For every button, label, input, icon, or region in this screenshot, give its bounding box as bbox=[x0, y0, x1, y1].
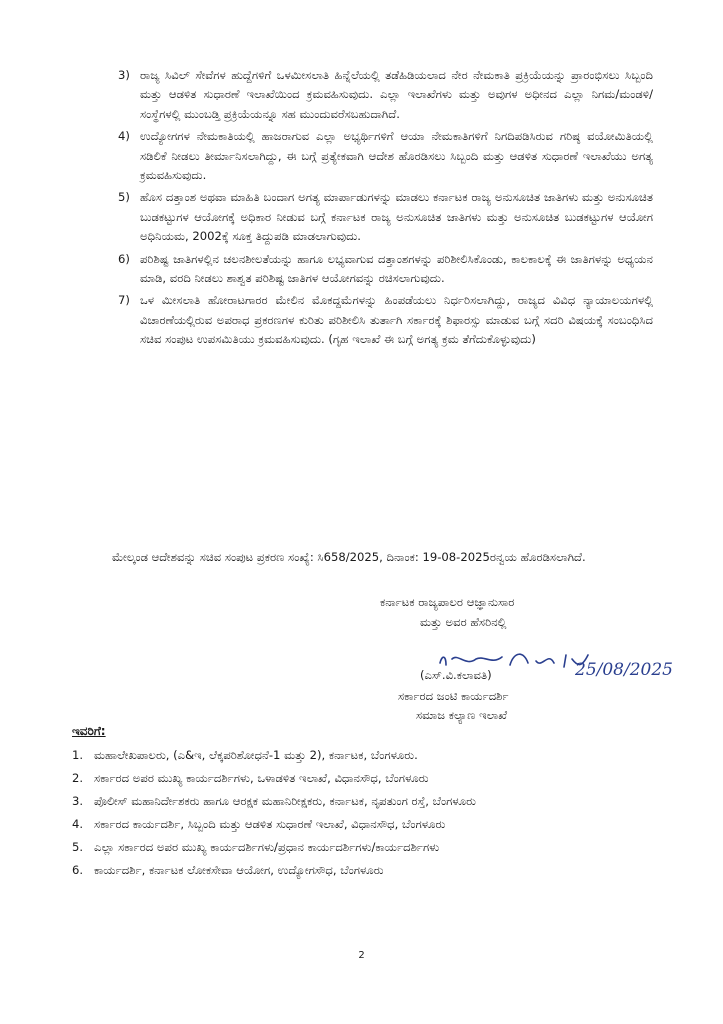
point-text: ಪರಿಶಿಷ್ಟ ಜಾತಿಗಳಲ್ಲಿನ ಚಲನಶೀಲತೆಯನ್ನು ಹಾಗೂ ಲಭ್ಯವಾಗುವ ದತ್ತಾಂಶಗಳನ್ನು ಪರಿಶೀಲಿಸಿಕೊಂಡು, ಕಾಲಕಾಲಕ್ಕೆ ಈ ಜಾತಿಗಳನ್ನು ಅಧ್ಯಯನ ಮಾಡಿ, ವರದಿ ನೀಡಲು ಶಾಶ್ವತ ಪರಿಶಿಷ್ಟ ಜಾತಿಗಳ ಆಯೋಗವನ್ನು ರಚಿಸಲಾಗುವುದು. bbox=[140, 251, 653, 286]
point-number: 4) bbox=[118, 129, 130, 144]
point-text: ಉದ್ಯೋಗಗಳ ನೇಮಕಾತಿಯಲ್ಲಿ ಹಾಜರಾಗುವ ಎಲ್ಲಾ ಅಭ್ಯರ್ಥಿಗಳಿಗೆ ಆಯಾ ನೇಮಕಾತಿಗಳಿಗೆ ನಿಗದಿಪಡಿಸಿರುವ ಗರಿಷ್ಠ ವಯೋಮಿತಿಯಲ್ಲಿ ಸಡಿಲಿಕೆ ನೀಡಲು ತೀರ್ಮಾನಿಸಲಾಗಿದ್ದು, ಈ ಬಗ್ಗೆ ಪ್ರತ್ಯೇಕವಾಗಿ ಆದೇಶ ಹೊರಡಿಸಲು ಸಿಬ್ಬಂದಿ ಮತ್ತು ಆಡಳಿತ ಸುಧಾರಣೆ ಇಲಾಖೆಯು ಅಗತ್ಯ ಕ್ರಮವಹಿಸುವುದು. bbox=[140, 129, 653, 183]
point-item bbox=[118, 291, 653, 349]
recipient-item bbox=[72, 815, 662, 834]
recipient-item bbox=[72, 792, 662, 811]
point-text: ಹೊಸ ದತ್ತಾಂಶ ಅಥವಾ ಮಾಹಿತಿ ಬಂದಾಗ ಅಗತ್ಯ ಮಾರ್ಪಾಡುಗಳನ್ನು ಮಾಡಲು ಕರ್ನಾಟಕ ರಾಜ್ಯ ಅನುಸೂಚಿತ ಜಾತಿಗಳು ಮತ್ತು ಅನುಸೂಚಿತ ಬುಡಕಟ್ಟುಗಳ ಆಯೋಗಕ್ಕೆ ಅಧಿಕಾರ ನೀಡುವ ಬಗ್ಗೆ ಕರ್ನಾಟಕ ರಾಜ್ಯ ಅನುಸೂಚಿತ ಜಾತಿಗಳು ಮತ್ತು ಅನುಸೂಚಿತ ಬುಡಕಟ್ಟುಗಳ ಆಯೋಗ ಅಧಿನಿಯಮ, 2002ಕ್ಕೆ ಸೂಕ್ತ ತಿದ್ದುಪಡಿ ಮಾಡಲಾಗುವುದು. bbox=[140, 190, 653, 244]
recipient-number: 3. bbox=[72, 794, 84, 808]
recipients-heading: ಇವರಿಗೆ: bbox=[72, 724, 106, 738]
point-item bbox=[118, 250, 653, 289]
point-item bbox=[118, 127, 653, 185]
recipient-number: 4. bbox=[72, 817, 84, 831]
recipient-number: 2. bbox=[72, 771, 84, 785]
signature-date: 25/08/2025 bbox=[575, 660, 673, 680]
recipient-item bbox=[72, 838, 662, 857]
recipient-text: ಸರ್ಕಾರದ ಕಾರ್ಯದರ್ಶಿ, ಸಿಬ್ಬಂದಿ ಮತ್ತು ಆಡಳಿತ ಸುಧಾರಣೆ ಇಲಾಖೆ, ವಿಧಾನಸೌಧ, ಬೆಂಗಳೂರು bbox=[94, 817, 446, 831]
closing-paragraph: ಮೇಲ್ಕಂಡ ಆದೇಶವನ್ನು ಸಚಿವ ಸಂಪುಟ ಪ್ರಕರಣ ಸಂಖ್ಯೆ: ಸಿ658/2025, ದಿನಾಂಕ: 19-08-2025ರನ್ವಯ ಹೊರಡಿಸಲಾಗಿದೆ. bbox=[112, 550, 586, 564]
recipient-number: 1. bbox=[72, 748, 84, 762]
recipient-number: 6. bbox=[72, 863, 84, 877]
recipient-text: ಕಾರ್ಯದರ್ಶಿ, ಕರ್ನಾಟಕ ಲೋಕಸೇವಾ ಆಯೋಗ, ಉದ್ಯೋಗಸೌಧ, ಬೆಂಗಳೂರು bbox=[94, 863, 384, 877]
signatory-designation: ಸರ್ಕಾರದ ಜಂಟಿ ಕಾರ್ಯದರ್ಶಿ bbox=[398, 689, 509, 703]
page-number: 2 bbox=[358, 950, 365, 961]
point-number: 7) bbox=[118, 293, 130, 308]
numbered-points bbox=[118, 66, 653, 353]
recipient-text: ಮಹಾಲೇಖಪಾಲರು, (ಎ&ಇ, ಲೆಕ್ಕಪರಿಶೋಧನೆ-1 ಮತ್ತು 2), ಕರ್ನಾಟಕ, ಬೆಂಗಳೂರು. bbox=[94, 748, 418, 762]
recipient-text: ಸರ್ಕಾರದ ಅಪರ ಮುಖ್ಯ ಕಾರ್ಯದರ್ಶಿಗಳು, ಒಳಾಡಳಿತ ಇಲಾಖೆ, ವಿಧಾನಸೌಧ, ಬೆಂಗಳೂರು bbox=[94, 771, 429, 785]
point-number: 3) bbox=[118, 68, 130, 82]
recipient-item bbox=[72, 746, 662, 765]
signatory-department: ಸಮಾಜ ಕಲ್ಯಾಣ ಇಲಾಖೆ bbox=[416, 708, 508, 722]
order-authority-line: ಮತ್ತು ಅವರ ಹೆಸರಿನಲ್ಲಿ bbox=[420, 615, 507, 629]
point-item bbox=[118, 66, 653, 124]
recipient-item bbox=[72, 861, 662, 880]
point-number: 6) bbox=[118, 251, 130, 266]
order-authority-line: ಕರ್ನಾಟಕ ರಾಜ್ಯಪಾಲರ ಆಜ್ಞಾನುಸಾರ bbox=[380, 595, 515, 609]
point-text: ಒಳ ಮೀಸಲಾತಿ ಹೋರಾಟಗಾರರ ಮೇಲಿನ ಮೊಕದ್ದಮೆಗಳನ್ನು ಹಿಂಪಡೆಯಲು ನಿರ್ಧರಿಸಲಾಗಿದ್ದು, ರಾಜ್ಯದ ವಿವಿಧ ನ್ಯಾಯಾಲಯಗಳಲ್ಲಿ ವಿಚಾರಣೆಯಲ್ಲಿರುವ ಅಪರಾಧ ಪ್ರಕರಣಗಳ ಕುರಿತು ಪರಿಶೀಲಿಸಿ ತುರ್ತಾಗಿ ಸರ್ಕಾರಕ್ಕೆ ಶಿಫಾರಸ್ಸು ಮಾಡುವ ಬಗ್ಗೆ ಸದರಿ ವಿಷಯಕ್ಕೆ ಸಂಬಂಧಿಸಿದ ಸಚಿವ ಸಂಪುಟ ಉಪಸಮಿತಿಯು ಕ್ರಮವಹಿಸುವುದು. (ಗೃಹ ಇಲಾಖೆ ಈ ಬಗ್ಗೆ ಅಗತ್ಯ ಕ್ರಮ ತೆಗೆದುಕೊಳ್ಳುವುದು) bbox=[140, 293, 653, 347]
recipient-number: 5. bbox=[72, 840, 84, 854]
signatory-name: (ಎಸ್.ವಿ.ಕಲಾವತಿ) bbox=[420, 668, 492, 682]
point-item bbox=[118, 188, 653, 246]
point-text: ರಾಜ್ಯ ಸಿವಿಲ್ ಸೇವೆಗಳ ಹುದ್ದೆಗಳಿಗೆ ಒಳಮೀಸಲಾತಿ ಹಿನ್ನೆಲೆಯಲ್ಲಿ ತಡೆಹಿಡಿಯಲಾದ ನೇರ ನೇಮಕಾತಿ ಪ್ರಕ್ರಿಯೆಯನ್ನು ಪ್ರಾರಂಭಿಸಲು ಸಿಬ್ಬಂದಿ ಮತ್ತು ಆಡಳಿತ ಸುಧಾರಣೆ ಇಲಾಖೆಯಿಂದ ಕ್ರಮವಹಿಸುವುದು. ಎಲ್ಲಾ ಇಲಾಖೆಗಳು ಮತ್ತು ಅವುಗಳ ಅಧೀನದ ಎಲ್ಲಾ ನಿಗಮ/ಮಂಡಳಿ/ಸಂಸ್ಥೆಗಳಲ್ಲಿ ಮುಂಬಡ್ತಿ ಪ್ರಕ್ರಿಯೆಯನ್ನೂ ಸಹ ಮುಂದುವರೆಸಬಹುದಾಗಿದೆ. bbox=[140, 68, 653, 121]
recipient-item bbox=[72, 769, 662, 788]
point-number: 5) bbox=[118, 190, 130, 205]
recipient-text: ಪೊಲೀಸ್ ಮಹಾನಿರ್ದೇಶಕರು ಹಾಗೂ ಆರಕ್ಷಕ ಮಹಾನಿರೀಕ್ಷಕರು, ಕರ್ನಾಟಕ, ನೃಪತುಂಗ ರಸ್ತೆ, ಬೆಂಗಳೂರು bbox=[94, 794, 476, 808]
recipients-list bbox=[72, 746, 662, 884]
recipient-text: ಎಲ್ಲಾ ಸರ್ಕಾರದ ಅಪರ ಮುಖ್ಯ ಕಾರ್ಯದರ್ಶಿಗಳು/ಪ್ರಧಾನ ಕಾರ್ಯದರ್ಶಿಗಳು/ಕಾರ್ಯದರ್ಶಿಗಳು bbox=[94, 840, 440, 854]
